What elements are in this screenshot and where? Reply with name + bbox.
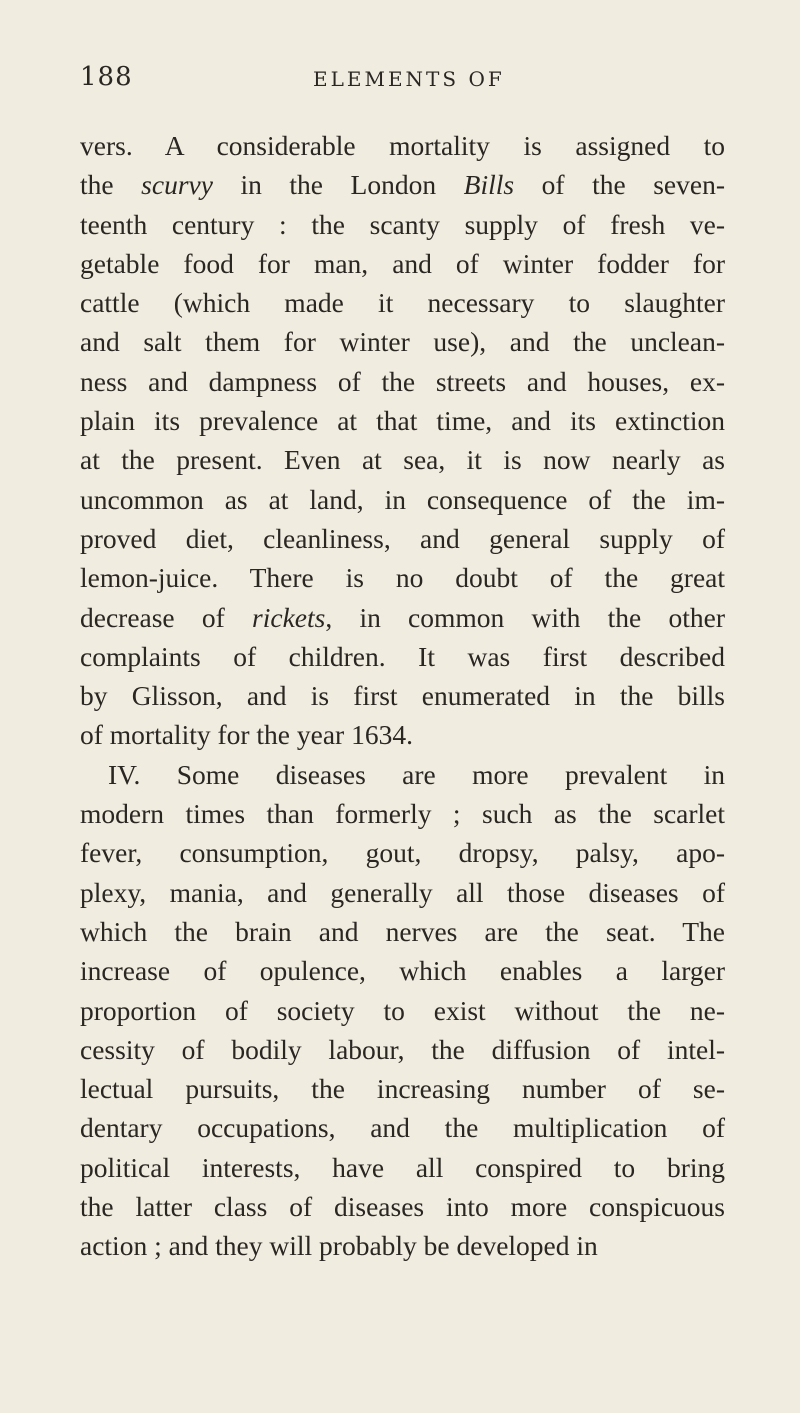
italic-term: Bills xyxy=(463,169,515,201)
text-run: cessity of bodily labour, the diffusion of intel- xyxy=(80,1033,725,1065)
text-run: lemon-juice. There is no doubt of the great xyxy=(80,562,725,594)
text-run: increase of opulence, which enables a larger xyxy=(80,955,725,987)
text-run: political interests, have all conspired to bring xyxy=(80,1151,725,1183)
text-line xyxy=(80,912,725,951)
text-line xyxy=(80,676,725,715)
text-run: proved diet, cleanliness, and general supply of xyxy=(80,522,725,554)
text-run: decrease of xyxy=(80,601,253,633)
body-text xyxy=(80,126,725,1266)
text-line xyxy=(80,480,725,519)
text-run: of the seven- xyxy=(514,169,725,201)
text-run: which the brain and nerves are the seat. The xyxy=(80,915,725,947)
text-run: modern times than formerly ; such as the scarlet xyxy=(80,798,725,830)
text-run: at the present. Even at sea, it is now nearly as xyxy=(80,444,725,476)
text-line xyxy=(80,598,725,637)
text-line xyxy=(80,126,725,165)
text-run: cattle (which made it necessary to slaughter xyxy=(80,287,725,319)
text-run: dentary occupations, and the multiplication of xyxy=(80,1112,725,1144)
text-line xyxy=(80,951,725,990)
text-line xyxy=(80,165,725,204)
text-line xyxy=(80,1148,725,1187)
text-run: lectual pursuits, the increasing number of se- xyxy=(80,1073,725,1105)
text-line xyxy=(80,322,725,361)
italic-term: rickets xyxy=(252,601,326,633)
text-line xyxy=(80,401,725,440)
text-line xyxy=(80,558,725,597)
text-line xyxy=(80,205,725,244)
text-line xyxy=(80,991,725,1030)
text-run: plexy, mania, and generally all those diseases of xyxy=(80,876,725,908)
text-run: teenth century : the scanty supply of fresh ve- xyxy=(80,208,725,240)
text-run: the latter class of diseases into more conspicuous xyxy=(80,1191,725,1223)
text-line xyxy=(80,1187,725,1226)
running-head xyxy=(80,62,720,96)
text-run: vers. A considerable mortality is assigned to xyxy=(80,130,725,161)
text-run: ness and dampness of the streets and houses, ex- xyxy=(80,365,725,397)
text-line xyxy=(80,873,725,912)
text-run: , in common with the other xyxy=(325,601,725,633)
text-run: in the London xyxy=(212,169,464,201)
running-title: ELEMENTS OF xyxy=(313,67,505,91)
text-line xyxy=(80,755,725,794)
text-line xyxy=(80,637,725,676)
text-line xyxy=(80,1069,725,1108)
italic-term: scurvy xyxy=(141,169,213,201)
text-run: fever, consumption, gout, dropsy, palsy, apo- xyxy=(80,837,725,869)
text-line xyxy=(80,440,725,479)
text-line xyxy=(80,519,725,558)
text-run: plain its prevalence at that time, and its extinction xyxy=(80,405,725,437)
text-run: uncommon as at land, in consequence of the im- xyxy=(80,483,725,515)
text-run: getable food for man, and of winter fodder for xyxy=(80,247,725,279)
text-line xyxy=(80,1108,725,1147)
text-run: complaints of children. It was first described xyxy=(80,640,725,672)
text-line xyxy=(80,1030,725,1069)
text-run: the xyxy=(80,169,142,201)
text-line xyxy=(80,715,725,754)
text-line xyxy=(80,1226,725,1265)
text-line xyxy=(80,833,725,872)
text-line xyxy=(80,283,725,322)
text-line xyxy=(80,794,725,833)
text-run: action ; and they will probably be developed in xyxy=(80,1230,598,1262)
text-line xyxy=(80,362,725,401)
text-run: by Glisson, and is first enumerated in the bills xyxy=(80,680,725,712)
page-number: 188 xyxy=(80,62,133,92)
text-run: proportion of society to exist without the ne- xyxy=(80,994,725,1026)
text-run: IV. Some diseases are more prevalent in xyxy=(108,758,725,790)
text-line xyxy=(80,244,725,283)
text-run: and salt them for winter use), and the unclean- xyxy=(80,326,725,358)
text-run: of mortality for the year 1634. xyxy=(80,719,413,751)
